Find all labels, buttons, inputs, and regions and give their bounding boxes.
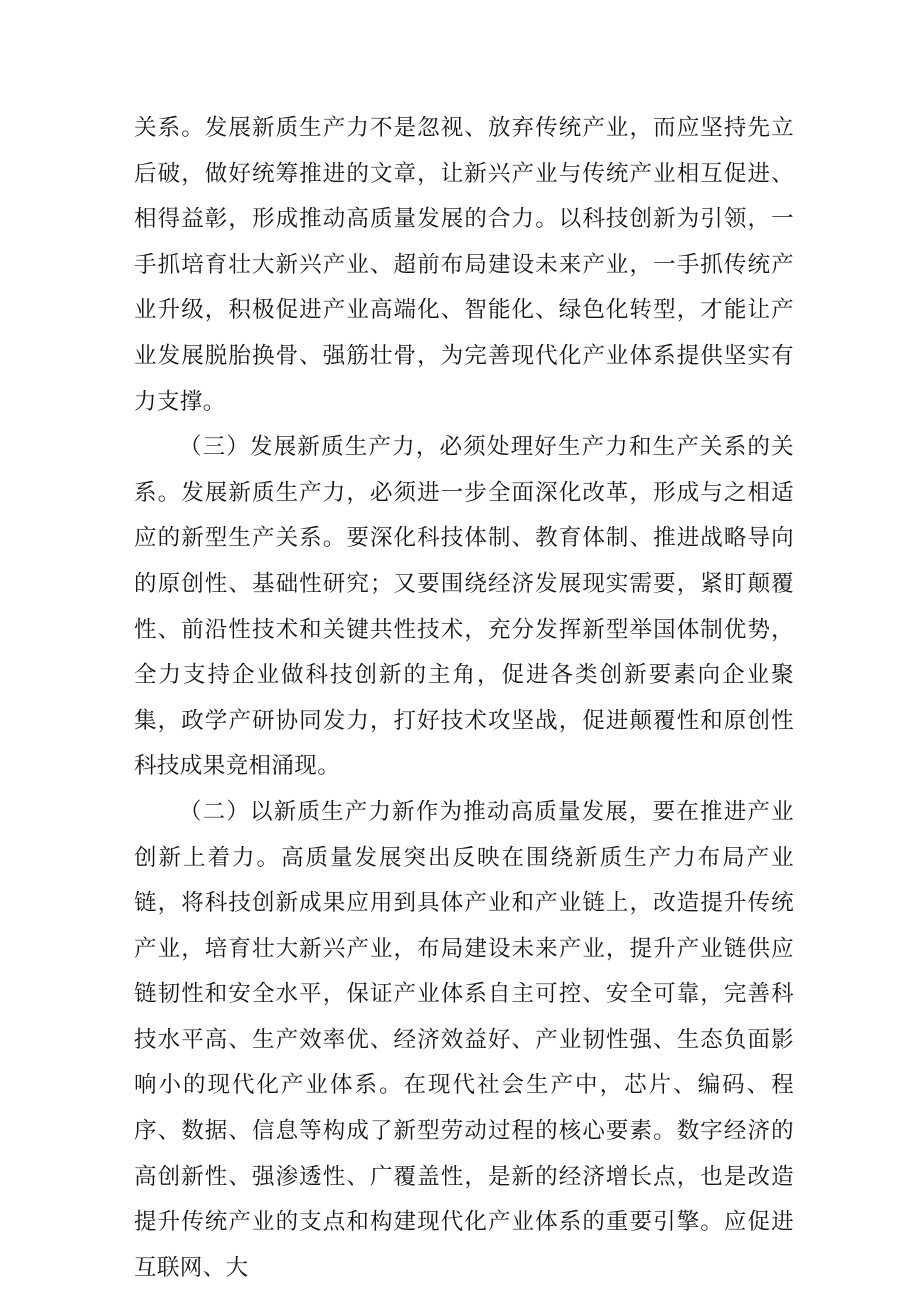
paragraph-continuation: 关系。发展新质生产力不是忽视、放弃传统产业，而应坚持先立后破，做好统筹推进的文章，让新兴产业与传统产业相互促进、相得益彰，形成推动高质量发展的合力。以科技创新为引领，一手抓培育壮大新兴产业、超前布局建设未来产业，一手抓传统产业升级，积极促进产业高端化、智能化、绿色化转型，才能让产业发展脱胎换骨、强筋壮骨，为完善现代化产业体系提供坚实有力支撑。 bbox=[134, 115, 794, 415]
paragraph-section-three: （三）发展新质生产力，必须处理好生产力和生产关系的关系。发展新质生产力，必须进一步全面深化改革，形成与之相适应的新型生产关系。要深化科技体制、教育体制、推进战略导向的原创性、基础性研究；又要围绕经济发展现实需要，紧盯颠覆性、前沿性技术和关键共性技术，充分发挥新型举国体制优势，全力支持企业做科技创新的主角，促进各类创新要素向企业聚集，政学产研协同发力，打好技术攻坚战，促进颠覆性和原创性科技成果竞相涌现。 bbox=[134, 434, 794, 780]
document-body bbox=[134, 106, 794, 1291]
paragraph-section-two: （二）以新质生产力新作为推动高质量发展，要在推进产业创新上着力。高质量发展突出反映在围绕新质生产力布局产业链，将科技创新成果应用到具体产业和产业链上，改造提升传统产业，培育壮大新兴产业，布局建设未来产业，提升产业链供应链韧性和安全水平，保证产业体系自主可控、安全可靠，完善科技水平高、生产效率优、经济效益好、产业韧性强、生态负面影响小的现代化产业体系。在现代社会生产中，芯片、编码、程序、数据、信息等构成了新型劳动过程的核心要素。数字经济的高创新性、强渗透性、广覆盖性，是新的经济增长点，也是改造提升传统产业的支点和构建现代化产业体系的重要引擎。应促进互联网、大 bbox=[134, 798, 794, 1281]
